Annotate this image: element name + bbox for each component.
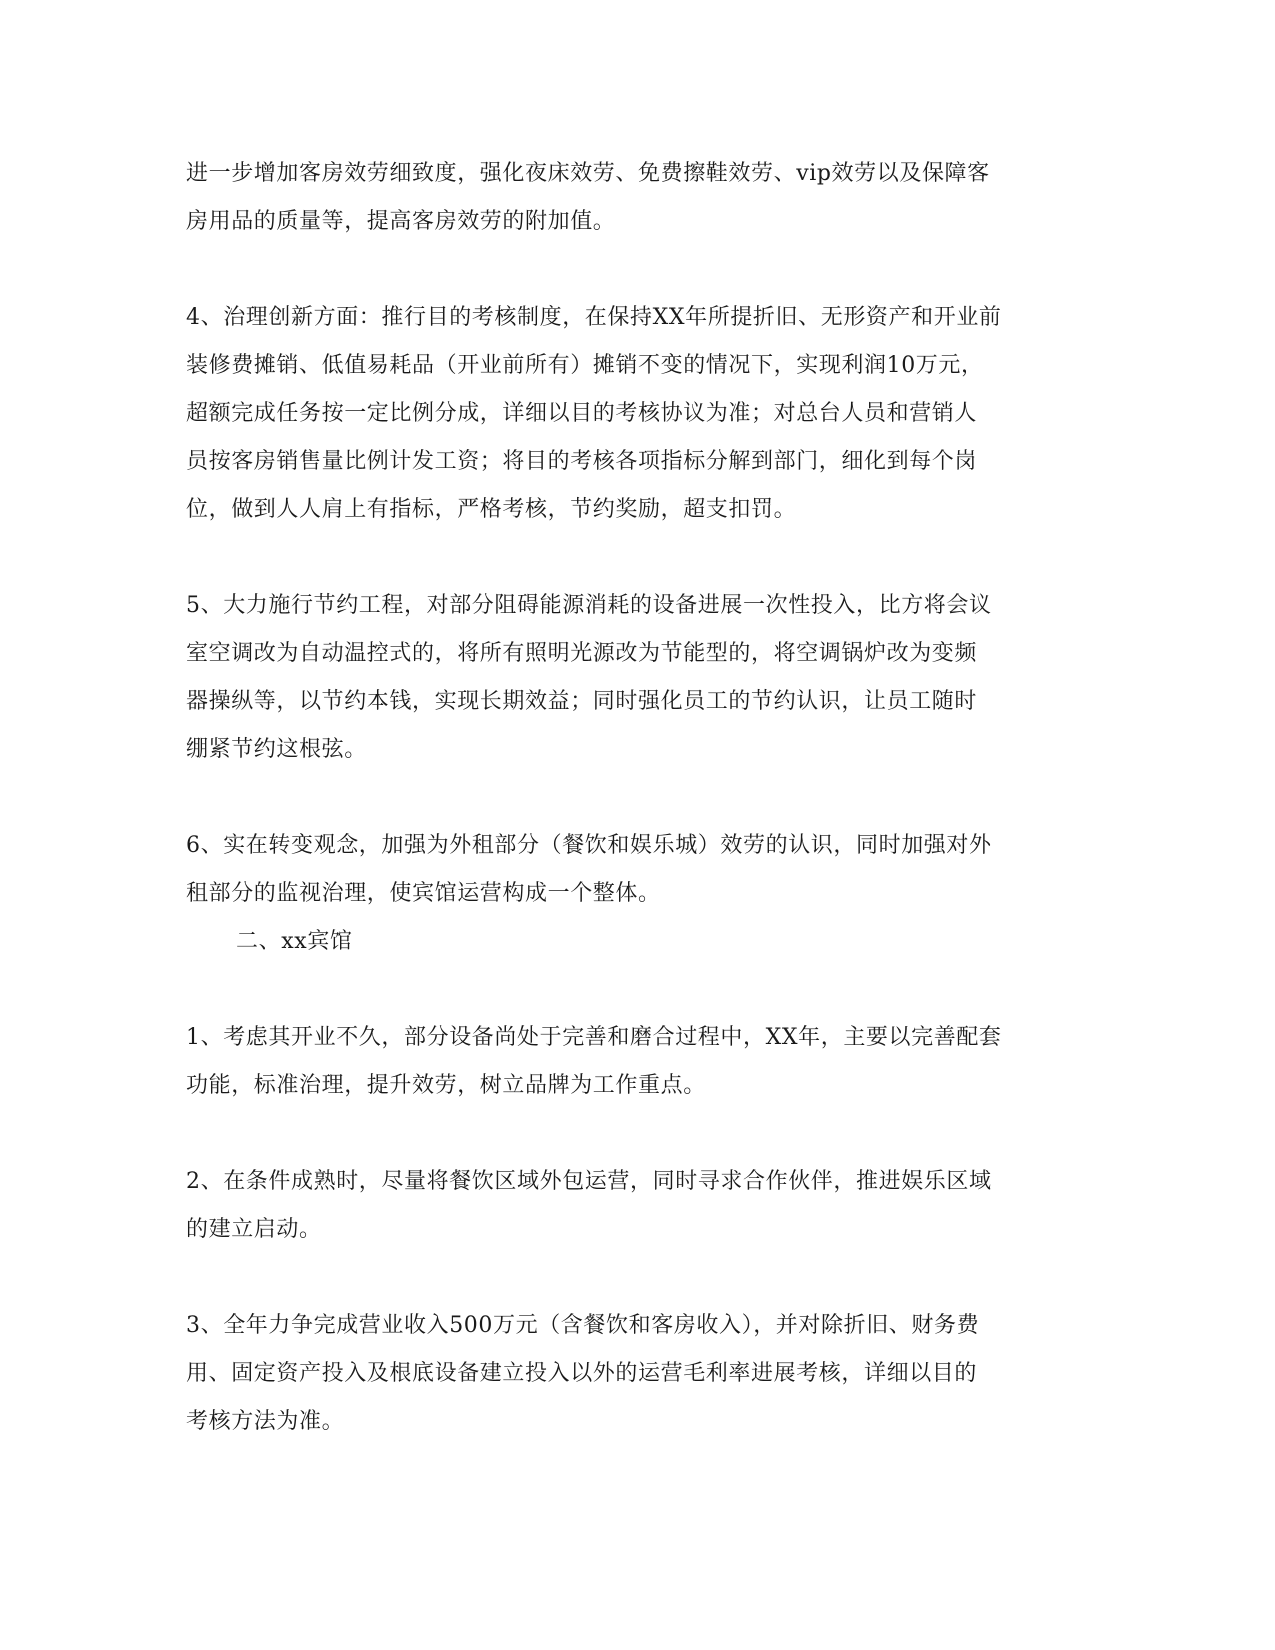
text-line: 装修费摊销、低值易耗品（开业前所有）摊销不变的情况下，实现利润10万元， (186, 353, 984, 378)
text-line: 超额完成任务按一定比例分成，详细以目的考核协议为准；对总台人员和营销人 (186, 401, 978, 426)
text-line: 1、考虑其开业不久，部分设备尚处于完善和磨合过程中，XX年，主要以完善配套 (186, 1025, 1002, 1050)
text-line: 室空调改为自动温控式的，将所有照明光源改为节能型的，将空调锅炉改为变频 (186, 641, 978, 666)
text-line: 租部分的监视治理，使宾馆运营构成一个整体。 (186, 881, 661, 906)
text-line: 6、实在转变观念，加强为外租部分（餐饮和娱乐城）效劳的认识，同时加强对外 (186, 833, 992, 858)
text-line: 位，做到人人肩上有指标，严格考核，节约奖励，超支扣罚。 (186, 497, 797, 522)
text-line: 5、大力施行节约工程，对部分阻碍能源消耗的设备进展一次性投入，比方将会议 (186, 593, 992, 618)
text-line: 房用品的质量等，提高客房效劳的附加值。 (186, 209, 616, 234)
section-paragraph-2 (186, 1158, 1066, 1254)
text-line: 器操纵等，以节约本钱，实现长期效益；同时强化员工的节约认识，让员工随时 (186, 689, 978, 714)
text-line: 员按客房销售量比例计发工资；将目的考核各项指标分解到部门，细化到每个岗 (186, 449, 978, 474)
text-line: 3、全年力争完成营业收入500万元（含餐饮和客房收入），并对除折旧、财务费 (186, 1313, 980, 1338)
text-line: 的建立启动。 (186, 1217, 322, 1242)
text-line: 进一步增加客房效劳细致度，强化夜床效劳、免费擦鞋效劳、vip效劳以及保障客 (186, 161, 990, 186)
section-paragraph-1 (186, 1014, 1066, 1110)
text-line: 功能，标准治理，提升效劳，树立品牌为工作重点。 (186, 1073, 706, 1098)
text-line: 用、固定资产投入及根底设备建立投入以外的运营毛利率进展考核，详细以目的 (186, 1361, 978, 1386)
paragraph-item-4 (186, 294, 1066, 534)
document-body (186, 150, 1066, 1446)
text-line: 考核方法为准。 (186, 1409, 345, 1434)
paragraph-continuation (186, 150, 1066, 246)
paragraph-item-6 (186, 822, 1066, 918)
section-heading: 二、xx宾馆 (236, 929, 353, 954)
text-line: 绷紧节约这根弦。 (186, 737, 367, 762)
text-line: 2、在条件成熟时，尽量将餐饮区域外包运营，同时寻求合作伙伴，推进娱乐区域 (186, 1169, 992, 1194)
paragraph-item-5 (186, 582, 1066, 774)
text-line: 4、治理创新方面：推行目的考核制度，在保持XX年所提折旧、无形资产和开业前 (186, 305, 1002, 330)
section-paragraph-3 (186, 1302, 1066, 1446)
